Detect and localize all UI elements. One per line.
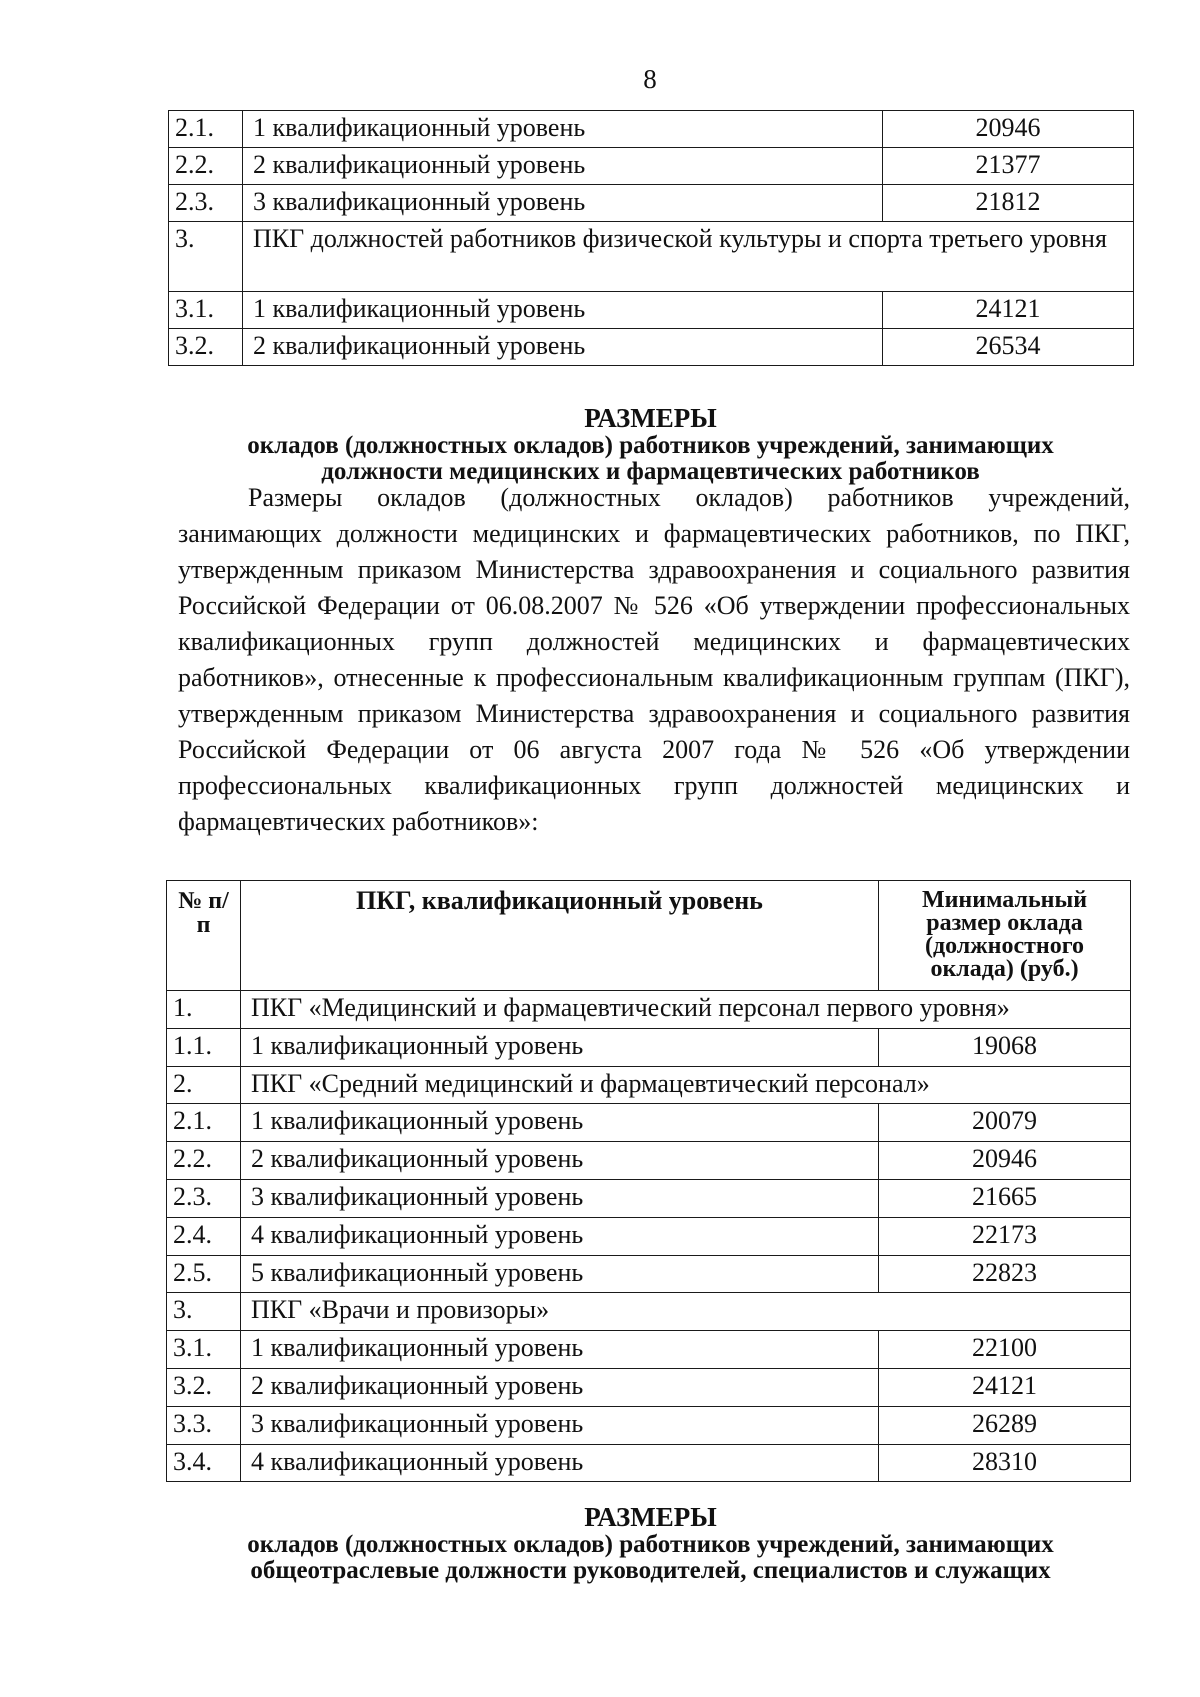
- row-number: 2.2.: [169, 148, 243, 185]
- salary-value: 19068: [879, 1028, 1131, 1066]
- salary-value: 26289: [879, 1406, 1131, 1444]
- salary-value: 28310: [879, 1444, 1131, 1482]
- level-label: 1 квалификационный уровень: [241, 1028, 879, 1066]
- section-title: РАЗМЕРЫ: [584, 403, 717, 433]
- level-label: 3 квалификационный уровень: [241, 1406, 879, 1444]
- salary-value: 24121: [879, 1368, 1131, 1406]
- column-header-value: Минимальный размер оклада (должностного оклада) (руб.): [879, 881, 1131, 991]
- group-label: ПКГ «Врачи и провизоры»: [241, 1293, 1131, 1331]
- row-number: 2.3.: [169, 185, 243, 222]
- level-label: 1 квалификационный уровень: [241, 1104, 879, 1142]
- salary-value: 21377: [883, 148, 1134, 185]
- salary-value: 20946: [879, 1142, 1131, 1180]
- level-label: 2 квалификационный уровень: [243, 148, 883, 185]
- level-label: 4 квалификационный уровень: [241, 1444, 879, 1482]
- row-number: 2.5.: [167, 1255, 241, 1293]
- level-label: 4 квалификационный уровень: [241, 1217, 879, 1255]
- salary-value: 20946: [883, 111, 1134, 148]
- table-header-row: [167, 881, 1131, 991]
- column-header-label: ПКГ, квалификационный уровень: [241, 881, 879, 991]
- table-group-row: [169, 222, 1134, 292]
- row-number: 2.1.: [167, 1104, 241, 1142]
- section-title: РАЗМЕРЫ: [584, 1502, 717, 1532]
- row-number: 3.2.: [167, 1368, 241, 1406]
- salary-table-medical: [166, 880, 1131, 1482]
- row-number: 3.: [167, 1293, 241, 1331]
- row-number: 2.1.: [169, 111, 243, 148]
- salary-value: 21665: [879, 1179, 1131, 1217]
- row-number: 2.4.: [167, 1217, 241, 1255]
- level-label: 5 квалификационный уровень: [241, 1255, 879, 1293]
- salary-value: 21812: [883, 185, 1134, 222]
- row-number: 3.1.: [167, 1331, 241, 1369]
- section-heading-medical: [168, 403, 1133, 485]
- salary-value: 22100: [879, 1331, 1131, 1369]
- row-number: 3.4.: [167, 1444, 241, 1482]
- level-label: 3 квалификационный уровень: [243, 185, 883, 222]
- table-row: [167, 1368, 1131, 1406]
- group-label: ПКГ должностей работников физической культуры и спорта третьего уровня: [243, 222, 1134, 292]
- section-subtitle-line2: должности медицинских и фармацевтических работников: [321, 458, 980, 485]
- section-paragraph: Размеры окладов (должностных окладов) работников учреждений, занимающих должности медицинских и фармацевтических работников, по ПКГ, утвержденным приказом Министерства здравоохранения и социального развития Российской Федерации от 06.08.2007 № 526 «Об утверждении профессиональных квалификационных групп должностей медицинских и фармацевтических работников», отнесенные к профессиональным квалификационным группам (ПКГ), утвержденным приказом Министерства здравоохранения и социального развития Российской Федерации от 06 августа 2007 года № 526 «Об утверждении профессиональных квалификационных групп должностей медицинских и фармацевтических работников»:: [178, 483, 1130, 836]
- table-row: [167, 1406, 1131, 1444]
- salary-value: 24121: [883, 292, 1134, 329]
- level-label: 3 квалификационный уровень: [241, 1179, 879, 1217]
- level-label: 1 квалификационный уровень: [243, 292, 883, 329]
- level-label: 2 квалификационный уровень: [241, 1142, 879, 1180]
- salary-value: 22823: [879, 1255, 1131, 1293]
- level-label: 1 квалификационный уровень: [243, 111, 883, 148]
- table-group-row: [167, 1066, 1131, 1104]
- table-row: [169, 185, 1134, 222]
- group-label: ПКГ «Средний медицинский и фармацевтический персонал»: [241, 1066, 1131, 1104]
- table-row: [169, 111, 1134, 148]
- column-header-num: № п/п: [167, 881, 241, 991]
- row-number: 1.: [167, 991, 241, 1029]
- section-subtitle-line2: общеотраслевые должности руководителей, специалистов и служащих: [250, 1557, 1051, 1584]
- section-subtitle-line1: окладов (должностных окладов) работников учреждений, занимающих: [247, 432, 1054, 459]
- page-number: 8: [643, 64, 657, 94]
- group-label: ПКГ «Медицинский и фармацевтический персонал первого уровня»: [241, 991, 1131, 1029]
- level-label: 2 квалификационный уровень: [241, 1368, 879, 1406]
- level-label: 2 квалификационный уровень: [243, 329, 883, 366]
- row-number: 2.3.: [167, 1179, 241, 1217]
- table-group-row: [167, 991, 1131, 1029]
- salary-value: 20079: [879, 1104, 1131, 1142]
- table-row: [167, 1028, 1131, 1066]
- table-body: [167, 991, 1131, 1482]
- table-row: [167, 1217, 1131, 1255]
- salary-value: 26534: [883, 329, 1134, 366]
- row-number: 3.: [169, 222, 243, 292]
- level-label: 1 квалификационный уровень: [241, 1331, 879, 1369]
- salary-table-sports: [168, 110, 1134, 366]
- table-row: [167, 1444, 1131, 1482]
- table-body: [169, 111, 1134, 366]
- table-row: [169, 148, 1134, 185]
- table-row: [167, 1255, 1131, 1293]
- row-number: 1.1.: [167, 1028, 241, 1066]
- table-row: [167, 1104, 1131, 1142]
- table-row: [167, 1179, 1131, 1217]
- table-row: [167, 1331, 1131, 1369]
- row-number: 2.2.: [167, 1142, 241, 1180]
- row-number: 3.2.: [169, 329, 243, 366]
- table-row: [169, 329, 1134, 366]
- table-row: [169, 292, 1134, 329]
- section-heading-general: [168, 1502, 1133, 1584]
- row-number: 3.1.: [169, 292, 243, 329]
- salary-value: 22173: [879, 1217, 1131, 1255]
- table-group-row: [167, 1293, 1131, 1331]
- row-number: 2.: [167, 1066, 241, 1104]
- section-subtitle-line1: окладов (должностных окладов) работников учреждений, занимающих: [247, 1531, 1054, 1558]
- table-row: [167, 1142, 1131, 1180]
- row-number: 3.3.: [167, 1406, 241, 1444]
